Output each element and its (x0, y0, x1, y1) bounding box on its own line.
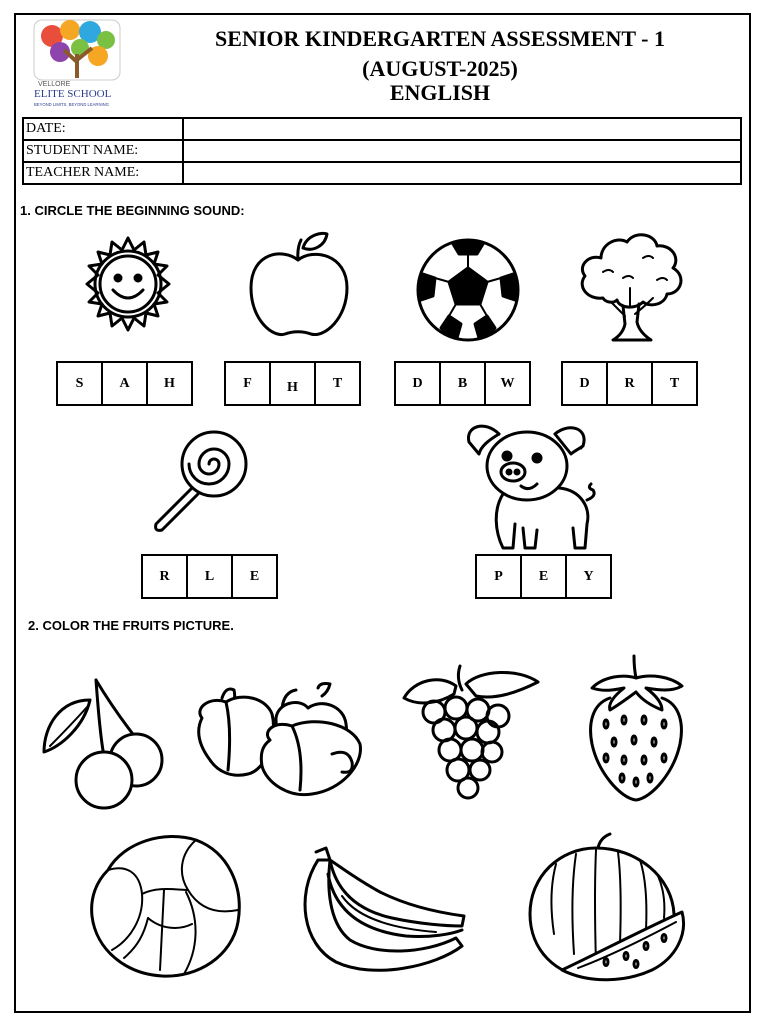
option-box[interactable]: S (56, 361, 103, 406)
options-row-ball (394, 361, 531, 406)
option-box[interactable]: D (394, 361, 441, 406)
logo-line1: VELLORE (38, 81, 71, 88)
sun-icon (68, 228, 188, 340)
option-box[interactable]: H (146, 361, 193, 406)
capsicum-icon (192, 678, 364, 802)
option-box[interactable]: Y (565, 554, 612, 599)
option-box[interactable]: T (651, 361, 698, 406)
teacher-name-field[interactable] (183, 162, 741, 184)
assessment-date: (AUGUST-2025) (362, 56, 518, 81)
option-box[interactable]: F (224, 361, 271, 406)
date-field[interactable] (183, 118, 741, 140)
student-name-label: STUDENT NAME: (23, 140, 183, 162)
option-box[interactable]: R (606, 361, 653, 406)
question2-heading: 2. COLOR THE FRUITS PICTURE. (28, 618, 234, 633)
option-box[interactable]: H (269, 361, 316, 406)
cherry-icon (40, 676, 168, 810)
pig-icon (463, 420, 603, 554)
options-row-apple (224, 361, 361, 406)
option-box[interactable]: T (314, 361, 361, 406)
option-box[interactable]: B (439, 361, 486, 406)
subject-title: ENGLISH (389, 80, 491, 105)
option-box[interactable]: A (101, 361, 148, 406)
option-box[interactable]: R (141, 554, 188, 599)
logo-tagline: BEYOND LIMITS, BEYOND LEARNING (34, 102, 109, 107)
school-logo (30, 18, 124, 110)
banana-icon (296, 846, 468, 972)
option-box[interactable]: E (520, 554, 567, 599)
watermelon-icon (526, 834, 686, 980)
question1-heading: 1. CIRCLE THE BEGINNING SOUND: (20, 203, 245, 218)
tree-icon (573, 228, 691, 346)
options-row-lollipop (141, 554, 278, 599)
apple-icon (243, 230, 353, 342)
strawberry-icon (584, 654, 688, 804)
logo-line2: ELITE SCHOOL (34, 88, 112, 100)
option-box[interactable]: L (186, 554, 233, 599)
date-label: DATE: (23, 118, 183, 140)
assessment-title: SENIOR KINDERGARTEN ASSESSMENT - 1 (215, 26, 665, 51)
lollipop-icon (150, 428, 250, 536)
teacher-name-label: TEACHER NAME: (23, 162, 183, 184)
cabbage-icon (88, 830, 244, 980)
options-row-tree (561, 361, 698, 406)
options-row-pig (475, 554, 612, 599)
options-row-sun (56, 361, 193, 406)
ball-icon (415, 238, 521, 342)
grapes-icon (400, 664, 542, 800)
info-table (22, 117, 742, 185)
option-box[interactable]: E (231, 554, 278, 599)
option-box[interactable]: D (561, 361, 608, 406)
option-box[interactable]: P (475, 554, 522, 599)
option-box[interactable]: W (484, 361, 531, 406)
student-name-field[interactable] (183, 140, 741, 162)
